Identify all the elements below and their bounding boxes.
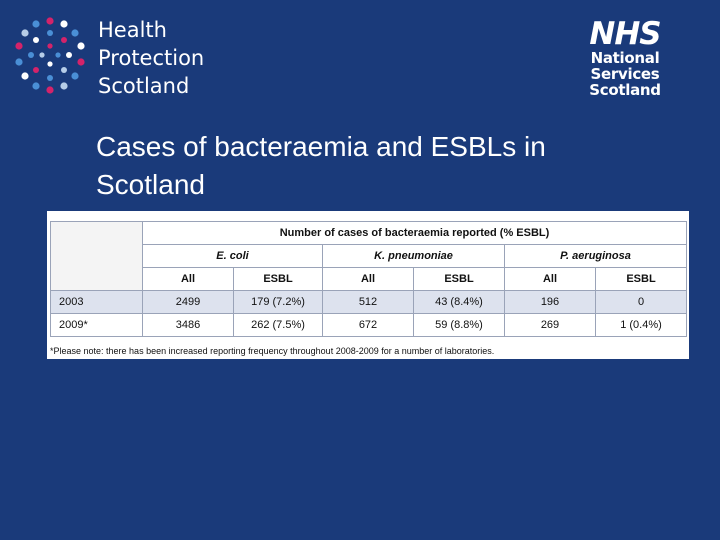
column-header: All xyxy=(143,268,234,291)
column-header: ESBL xyxy=(596,268,687,291)
hps-line-1: Health xyxy=(98,18,167,42)
hps-line-2: Protection xyxy=(98,46,205,70)
table-cell: 2499 xyxy=(143,291,234,314)
table-cell: 196 xyxy=(505,291,596,314)
nhs-line-3: Scotland xyxy=(589,81,661,99)
table-cell: 512 xyxy=(323,291,414,314)
organism-header: E. coli xyxy=(143,245,323,268)
hps-wordmark xyxy=(98,16,204,100)
table-cell: 269 xyxy=(505,314,596,337)
table-cell: 3486 xyxy=(143,314,234,337)
column-header: ESBL xyxy=(234,268,323,291)
table-cell: 179 (7.2%) xyxy=(234,291,323,314)
data-table-panel xyxy=(47,211,689,359)
table-cell: 43 (8.4%) xyxy=(414,291,505,314)
table-cell: 1 (0.4%) xyxy=(596,314,687,337)
table-corner xyxy=(51,222,143,291)
row-label: 2003 xyxy=(51,291,143,314)
nhs-line-2: Services xyxy=(590,65,660,83)
bacteraemia-table xyxy=(50,221,687,337)
column-header: All xyxy=(323,268,414,291)
table-footnote: *Please note: there has been increased reporting frequency throughout 2008-2009 for a number of laboratories. xyxy=(50,346,495,356)
table-row xyxy=(51,291,687,314)
table-cell: 59 (8.8%) xyxy=(414,314,505,337)
nhs-subtitle xyxy=(580,50,670,98)
table-cell: 262 (7.5%) xyxy=(234,314,323,337)
organism-header: P. aeruginosa xyxy=(505,245,687,268)
organism-header: K. pneumoniae xyxy=(323,245,505,268)
table-group-header: Number of cases of bacteraemia reported (% ESBL) xyxy=(143,222,687,245)
nhs-line-1: National xyxy=(590,49,660,67)
nhs-logo xyxy=(580,18,670,98)
table-row xyxy=(51,314,687,337)
column-header: All xyxy=(505,268,596,291)
table-cell: 672 xyxy=(323,314,414,337)
column-header: ESBL xyxy=(414,268,505,291)
hps-dot-ring-logo-icon xyxy=(12,16,88,96)
row-label: 2009* xyxy=(51,314,143,337)
nhs-mark: NHS xyxy=(589,16,661,52)
table-cell: 0 xyxy=(596,291,687,314)
hps-line-3: Scotland xyxy=(98,74,190,98)
slide-title: Cases of bacteraemia and ESBLs in Scotland xyxy=(96,131,546,200)
